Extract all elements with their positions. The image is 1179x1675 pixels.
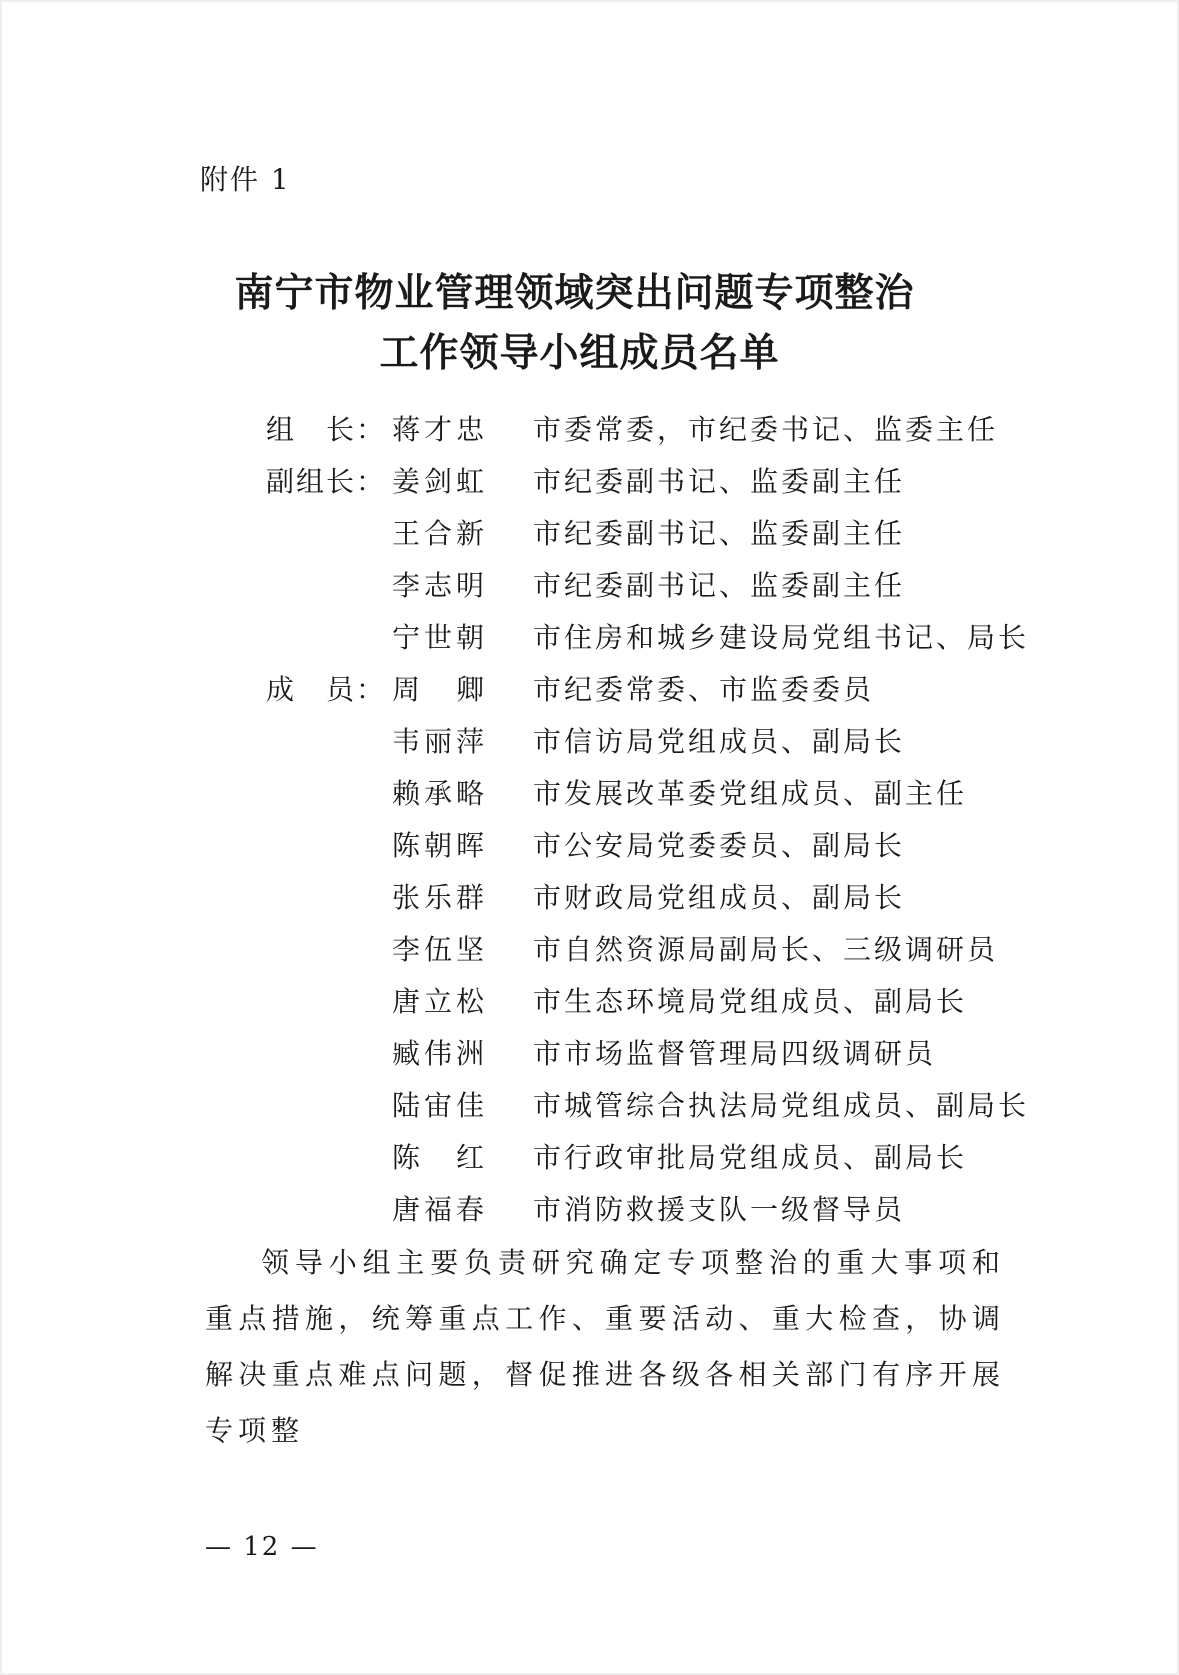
member-position: 市纪委副书记、监委副主任 bbox=[533, 569, 906, 602]
member-name: 姜剑虹 bbox=[392, 465, 489, 498]
member-name: 宁世朝 bbox=[392, 621, 489, 654]
member-role: 成 员： bbox=[266, 673, 387, 706]
member-position: 市住房和城乡建设局党组书记、局长 bbox=[533, 621, 1030, 654]
member-name: 赖承略 bbox=[392, 777, 489, 810]
member-name: 蒋才忠 bbox=[392, 413, 489, 446]
member-role: 副组长： bbox=[266, 465, 387, 498]
member-name: 周 卿 bbox=[392, 673, 489, 706]
member-position: 市信访局党组成员、副局长 bbox=[533, 725, 906, 758]
member-name: 韦丽萍 bbox=[392, 725, 489, 758]
member-position: 市财政局党组成员、副局长 bbox=[533, 881, 906, 914]
member-position: 市城管综合执法局党组成员、副局长 bbox=[533, 1089, 1030, 1122]
member-position: 市行政审批局党组成员、副局长 bbox=[533, 1141, 968, 1174]
member-name: 陆宙佳 bbox=[392, 1089, 489, 1122]
member-position: 市纪委副书记、监委副主任 bbox=[533, 517, 906, 550]
duty-paragraph: 领导小组主要负责研究确定专项整治的重大事项和重点措施，统筹重点工作、重要活动、重大检查，协调解决重点难点问题，督促推进各级各相关部门有序开展专项整 bbox=[205, 1246, 1005, 1447]
member-name: 陈 红 bbox=[392, 1141, 489, 1174]
member-position: 市发展改革委党组成员、副主任 bbox=[533, 777, 968, 810]
member-position: 市市场监督管理局四级调研员 bbox=[533, 1037, 937, 1070]
member-name: 李志明 bbox=[392, 569, 489, 602]
member-role: 组 长： bbox=[266, 413, 387, 446]
member-position: 市生态环境局党组成员、副局长 bbox=[533, 985, 968, 1018]
page-number: — 12 — bbox=[205, 1532, 319, 1562]
attachment-label: 附件 1 bbox=[200, 163, 291, 196]
document-title-line-1: 南宁市物业管理领域突出问题专项整治 bbox=[234, 270, 915, 316]
member-position: 市自然资源局副局长、三级调研员 bbox=[533, 933, 999, 966]
member-name: 臧伟洲 bbox=[392, 1037, 489, 1070]
member-position: 市公安局党委委员、副局长 bbox=[533, 829, 906, 862]
member-name: 陈朝晖 bbox=[392, 829, 489, 862]
member-name: 王合新 bbox=[392, 517, 489, 550]
member-name: 李伍坚 bbox=[392, 933, 489, 966]
member-name: 唐福春 bbox=[392, 1193, 489, 1226]
member-position: 市纪委常委、市监委委员 bbox=[533, 673, 875, 706]
member-position: 市消防救援支队一级督导员 bbox=[533, 1193, 906, 1226]
member-name: 张乐群 bbox=[392, 881, 489, 914]
member-name: 唐立松 bbox=[392, 985, 489, 1018]
member-position: 市委常委，市纪委书记、监委主任 bbox=[533, 413, 999, 446]
document-title-line-2: 工作领导小组成员名单 bbox=[379, 330, 780, 376]
member-position: 市纪委副书记、监委副主任 bbox=[533, 465, 906, 498]
